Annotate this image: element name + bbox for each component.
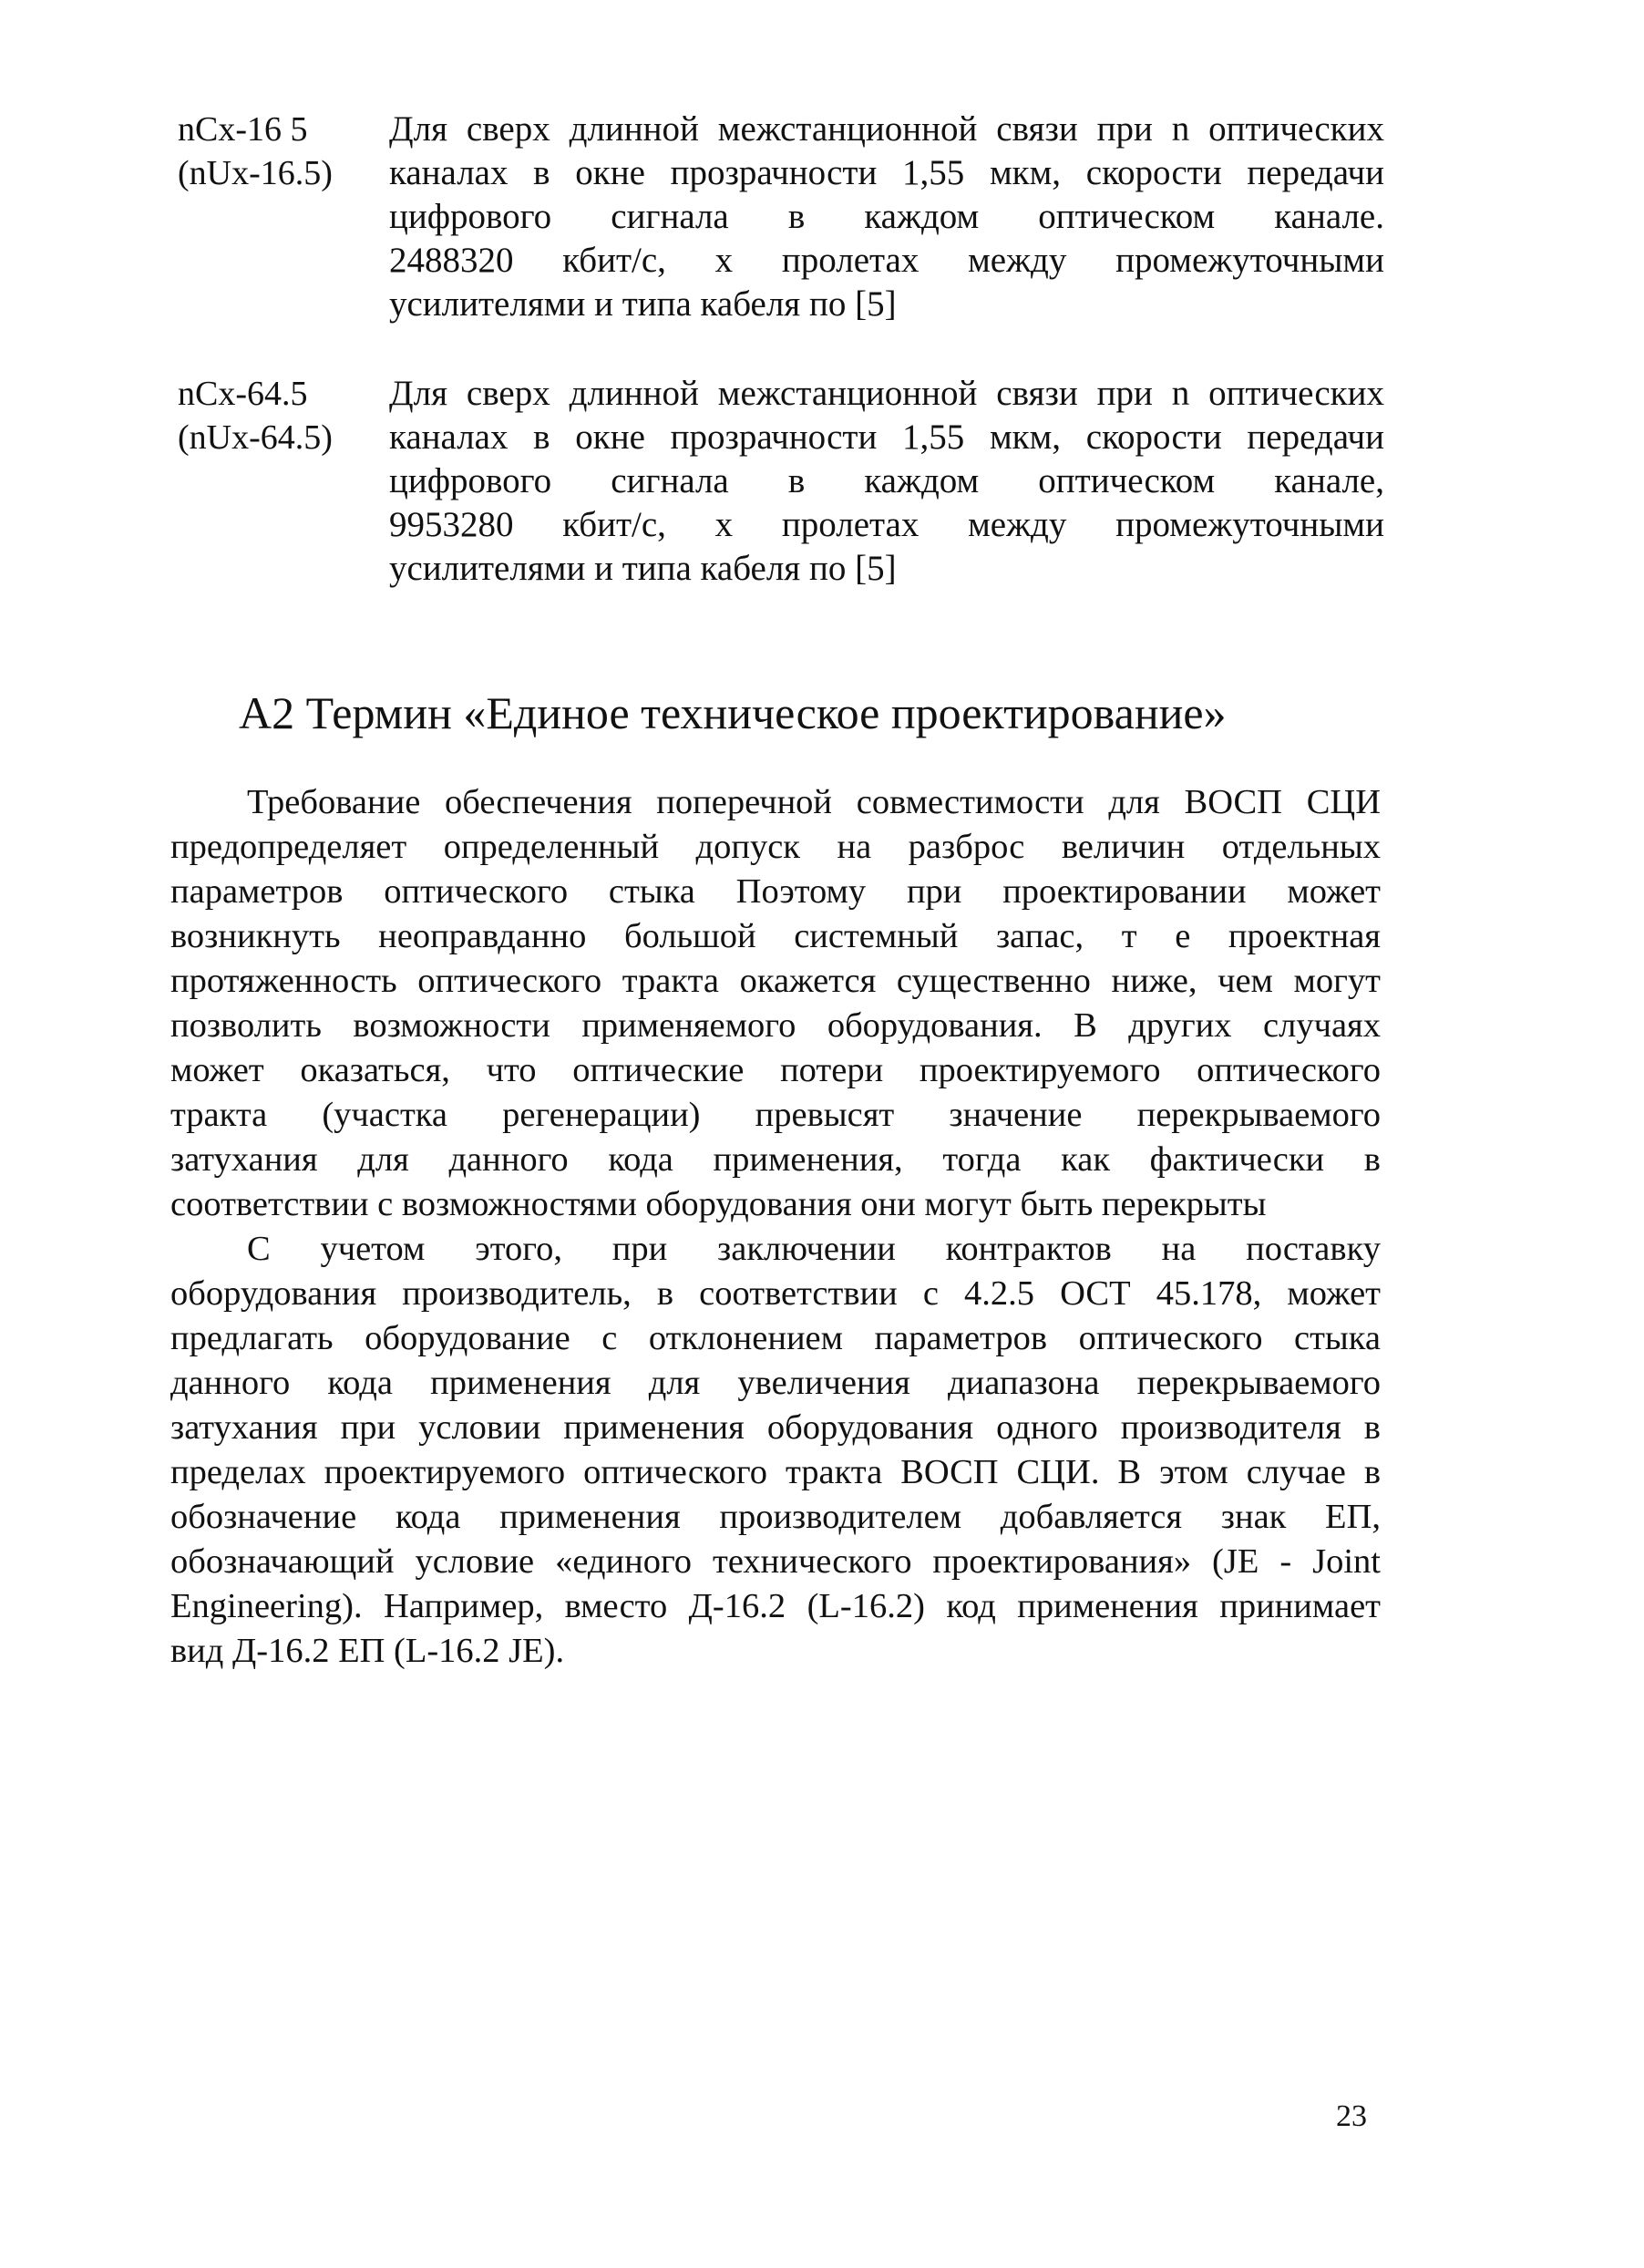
text-line: соответствии с возможностями оборудования они могут быть перекрыты [170,1185,1267,1223]
text-line: Engineering). Например, вместо Д-16.2 (L-16.2) код применения принимает [170,1587,1381,1625]
definition-text [389,108,1384,326]
text-line: позволить возможности применяемого оборудования. В других случаях [170,1006,1381,1045]
text-line: данного кода применения для увеличения диапазона перекрываемого [170,1364,1381,1402]
code-label: nCx-64.5 [178,375,308,413]
text-line: каналах в окне прозрачности 1,55 мкм, скорости передачи [389,418,1384,457]
page-number: 23 [1336,2099,1367,2133]
text-line: затухания при условии применения оборудования одного производителя в [170,1408,1381,1447]
text-line: Для сверх длинной межстанционной связи при n оптических [389,109,1384,149]
text-line: 2488320 кбит/с, x пролетах между промежуточными [389,241,1384,280]
text-line: возникнуть неоправданно большой системный запас, т е проектная [170,917,1381,955]
text-line: предопределяет определенный допуск на разброс величин отдельных [170,828,1381,866]
text-line: цифрового сигнала в каждом оптическом канале. [389,197,1384,236]
code-alt-label: (nUx-16.5) [178,154,333,192]
definition-code [178,372,387,459]
text-line: Требование обеспечения поперечной совместимости для ВОСП СЦИ [247,783,1381,821]
paragraph [170,780,1381,1227]
code-label: nCx-16 5 [178,110,308,149]
definition-code [178,108,387,195]
text-line: может оказаться, что оптические потери проектируемого оптического [170,1051,1381,1089]
section-title: А2 Термин «Единое техническое проектирование» [239,687,1227,738]
definition-text [389,372,1384,591]
text-line: тракта (участка регенерации) превысят значение перекрываемого [170,1096,1381,1134]
paragraph [170,1227,1381,1674]
text-line: 9953280 кбит/с, x пролетах между промежуточными [389,505,1384,544]
text-line: цифрового сигнала в каждом оптическом канале, [389,461,1384,500]
text-line: параметров оптического стыка Поэтому при проектировании может [170,872,1381,911]
text-line: оборудования производитель, в соответствии с 4.2.5 ОСТ 45.178, может [170,1274,1381,1313]
text-line: Для сверх длинной межстанционной связи при n оптических [389,374,1384,413]
text-line: пределах проектируемого оптического тракта ВОСП СЦИ. В этом случае в [170,1453,1381,1491]
text-line: С учетом этого, при заключении контрактов на поставку [247,1230,1381,1268]
text-line: обозначающий условие «единого технического проектирования» (JE - Joint [170,1542,1381,1581]
text-line: каналах в окне прозрачности 1,55 мкм, скорости передачи [389,153,1384,192]
text-line: затухания для данного кода применения, тогда как фактически в [170,1140,1381,1179]
section-body [170,780,1381,1674]
text-line: протяженность оптического тракта окажется существенно ниже, чем могут [170,962,1381,1000]
text-line: усилителями и типа кабеля по [5] [389,284,897,324]
text-line: вид Д-16.2 ЕП (L-16.2 JE). [170,1632,565,1670]
code-alt-label: (nUx-64.5) [178,418,333,457]
text-line: предлагать оборудование с отклонением параметров оптического стыка [170,1319,1381,1357]
text-line: усилителями и типа кабеля по [5] [389,549,897,588]
text-line: обозначение кода применения производителем добавляется знак ЕП, [170,1498,1381,1536]
